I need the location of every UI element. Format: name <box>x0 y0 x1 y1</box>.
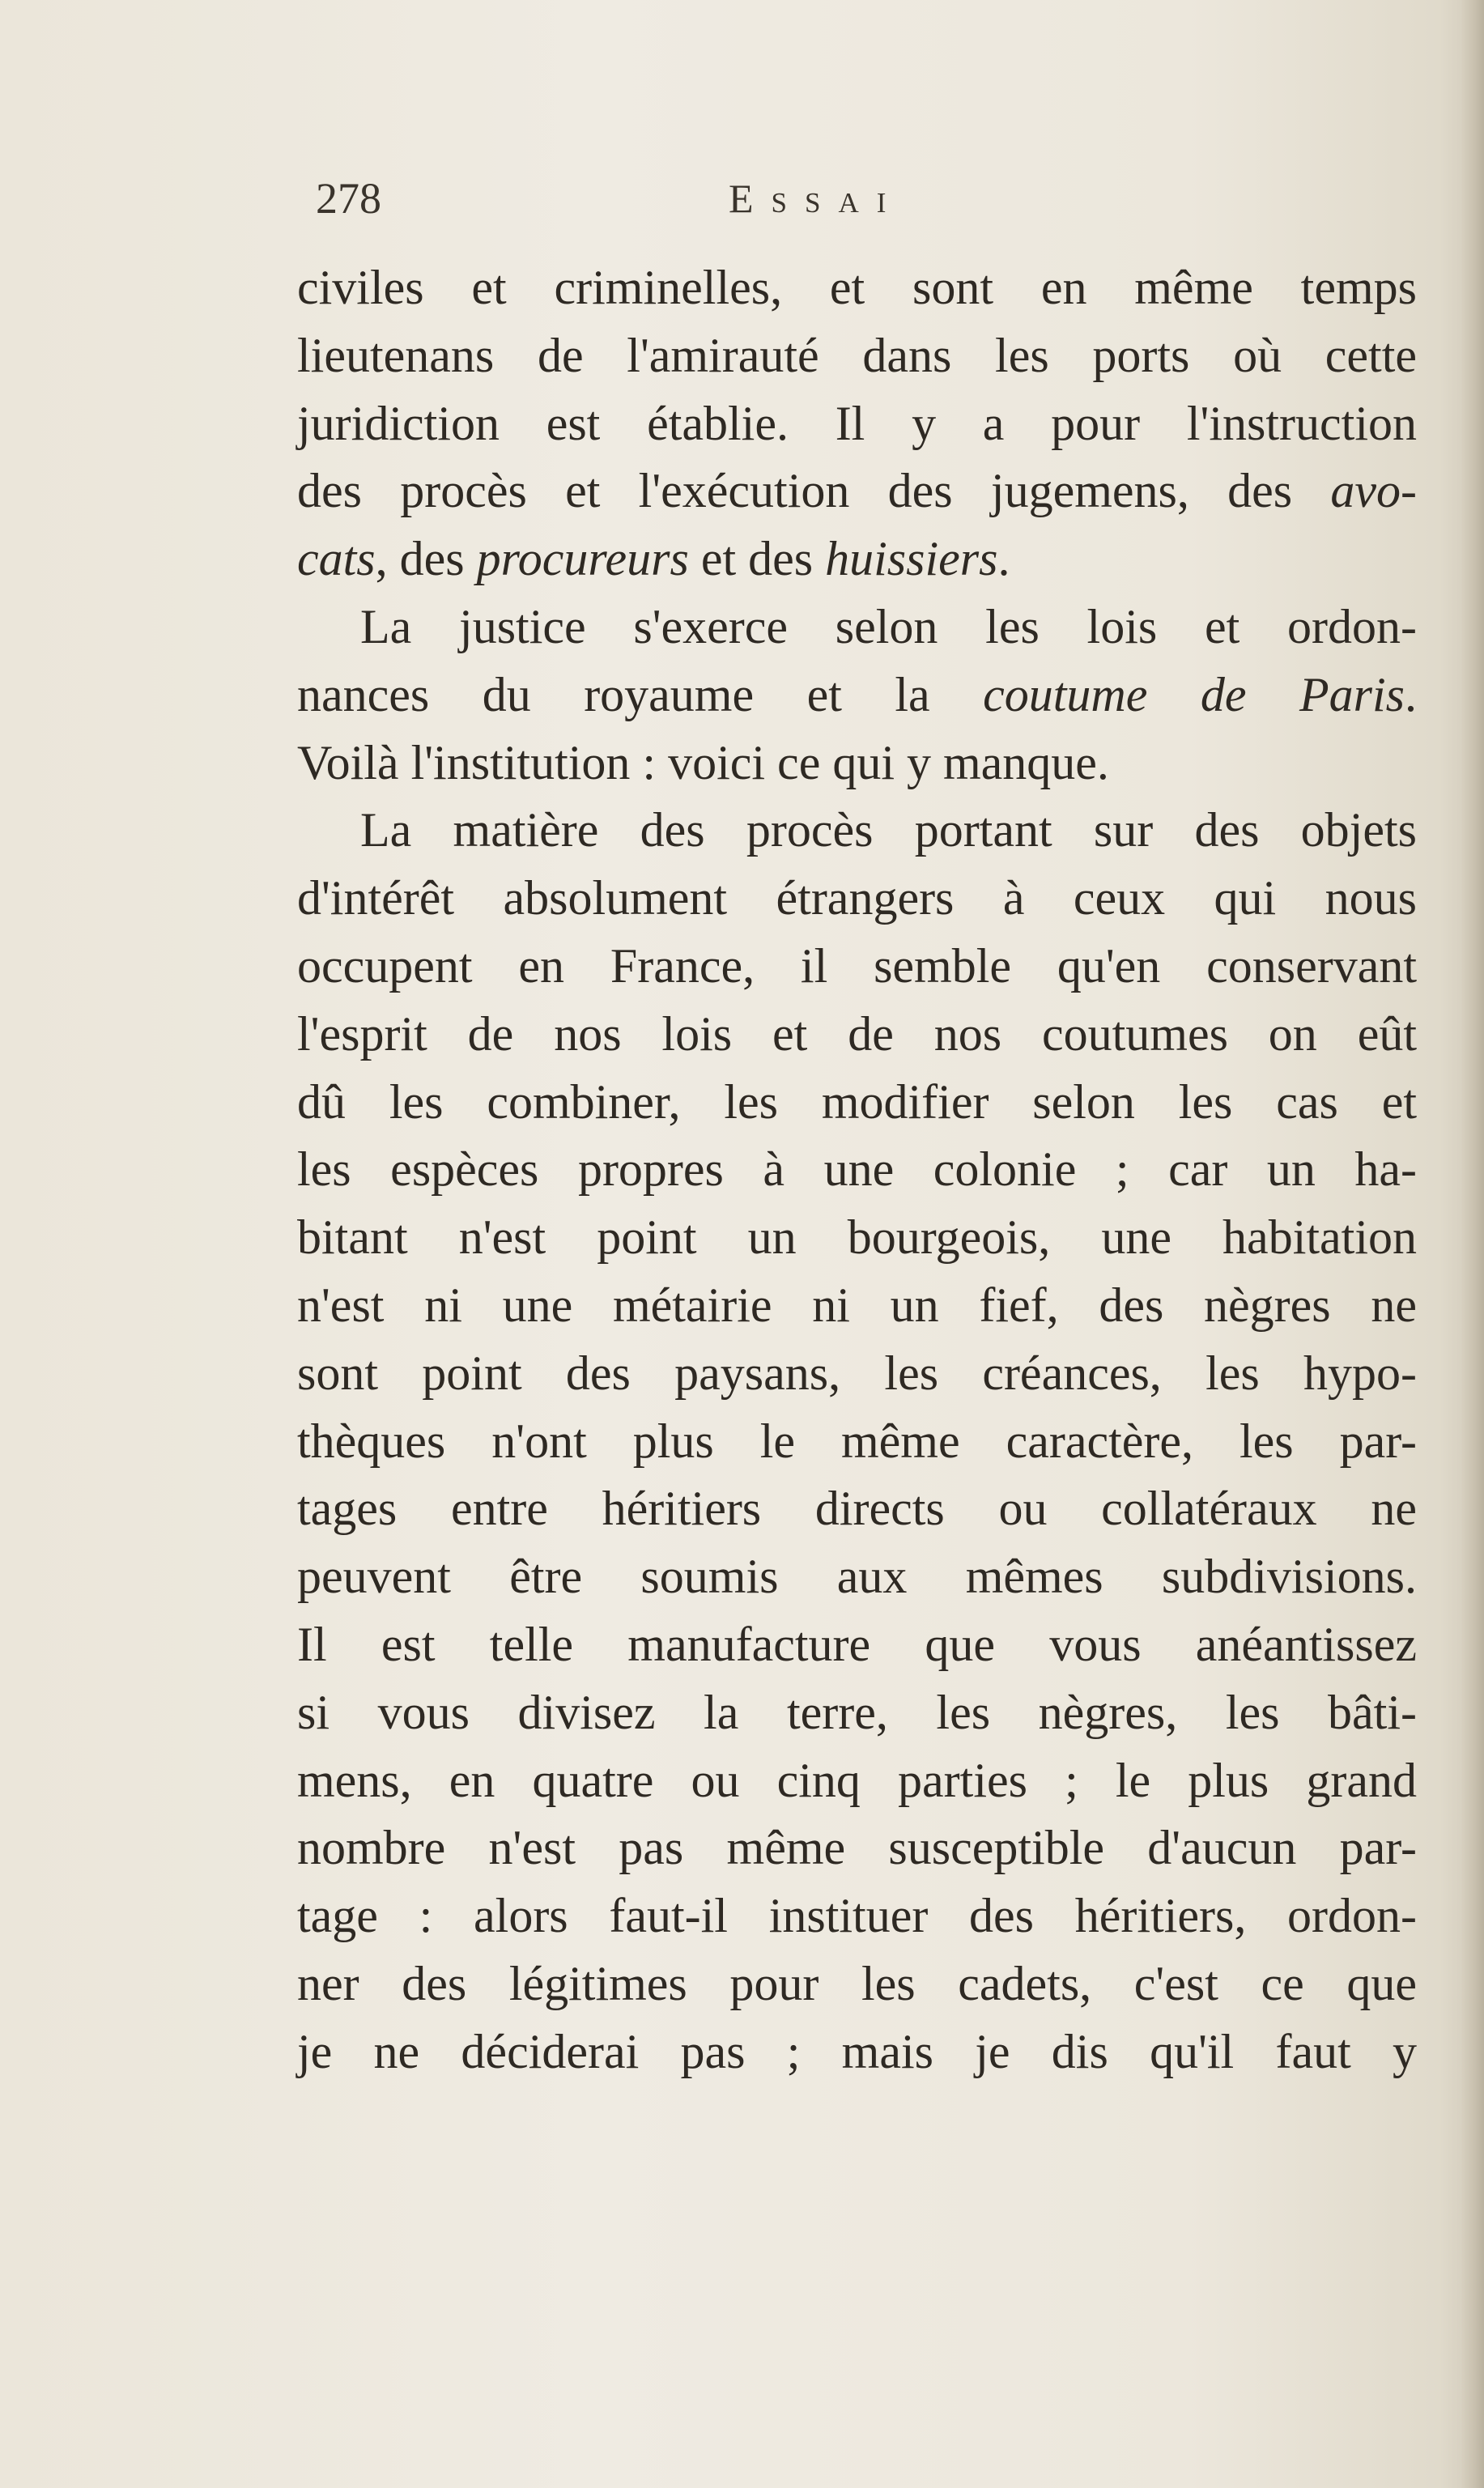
text-line: les espèces propres à une colonie ; car un ha- <box>297 1142 1417 1197</box>
text-line: n'est ni une métairie ni un fief, des nègres ne <box>297 1278 1417 1332</box>
text-line: La matière des procès portant sur des objets <box>360 803 1417 857</box>
text-line: ner des légitimes pour les cadets, c'est ce que <box>297 1956 1417 2010</box>
text-line: Il est telle manufacture que vous anéantissez <box>297 1617 1417 1671</box>
text-line: thèques n'ont plus le même caractère, les par- <box>297 1414 1417 1468</box>
page-number: 278 <box>316 174 381 223</box>
text-line: tages entre héritiers directs ou collatéraux ne <box>297 1482 1417 1536</box>
text-line: civiles et criminelles, et sont en même temps <box>297 261 1417 314</box>
text-line: lieutenans de l'amirauté dans les ports où cette <box>297 328 1417 382</box>
text-line: d'intérêt absolument étrangers à ceux qui nous <box>297 871 1417 925</box>
text-line: mens, en quatre ou cinq parties ; le plus grand <box>297 1753 1417 1807</box>
text-line: cats, des procureurs et des huissiers. <box>297 532 1010 586</box>
text-line: juridiction est établie. Il y a pour l'instruction <box>297 396 1417 450</box>
text-line: peuvent être soumis aux mêmes subdivisions. <box>297 1550 1417 1604</box>
text-line: bitant n'est point un bourgeois, une habitation <box>297 1210 1417 1265</box>
italic-term: huissiers <box>825 532 998 586</box>
text-line: l'esprit de nos lois et de nos coutumes on eût <box>297 1006 1417 1061</box>
text-line: La justice s'exerce selon les lois et ordon- <box>360 599 1417 653</box>
italic-term: cats <box>297 532 376 586</box>
text-line: nances du royaume et la coutume de Paris. <box>297 667 1417 721</box>
text-line: je ne déciderai pas ; mais je dis qu'il faut y <box>297 2024 1417 2078</box>
running-head <box>0 170 1484 227</box>
text-line: si vous divisez la terre, les nègres, les bâti- <box>297 1685 1417 1739</box>
italic-term: coutume de Paris <box>983 667 1405 721</box>
italic-term: avo- <box>1330 464 1417 518</box>
text-line: sont point des paysans, les créances, les hypo- <box>297 1346 1417 1400</box>
text-line: dû les combiner, les modifier selon les cas et <box>297 1074 1417 1129</box>
running-title: Essai <box>729 176 904 221</box>
text-line: tage : alors faut-il instituer des héritiers, ordon- <box>297 1889 1417 1943</box>
italic-term: procureurs <box>476 532 689 586</box>
text-line: des procès et l'exécution des jugemens, des avo- <box>297 464 1417 518</box>
body-text <box>297 254 1417 2086</box>
text-line: Voilà l'institution : voici ce qui y manque. <box>297 735 1109 789</box>
page-edge <box>1461 0 1484 2488</box>
text-line: occupent en France, il semble qu'en conservant <box>297 938 1417 993</box>
text-line: nombre n'est pas même susceptible d'aucun par- <box>297 1821 1417 1875</box>
